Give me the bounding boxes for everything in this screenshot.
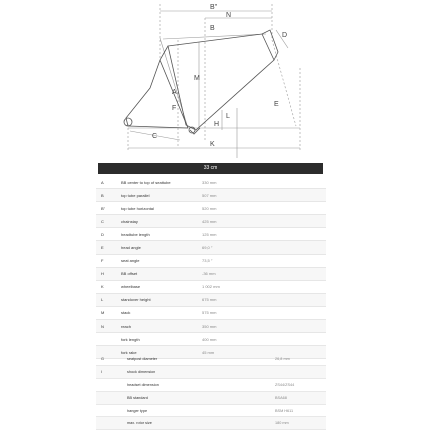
row-value: 575 mm xyxy=(202,310,217,316)
row-value: 1 002 mm xyxy=(202,284,220,290)
row-label: standover height xyxy=(121,297,151,303)
row-value: 45 mm xyxy=(202,349,215,355)
label-seattube: A xyxy=(172,89,177,96)
row-label: fork rake xyxy=(121,349,137,355)
row-value: 69,0 ° xyxy=(202,245,213,251)
row-label: headtube length xyxy=(121,231,150,237)
row-label: stack xyxy=(121,310,131,316)
row-code: L xyxy=(101,297,104,303)
frame-drawing xyxy=(0,0,430,158)
table-row xyxy=(96,241,326,254)
table-row xyxy=(96,417,326,430)
label-wheelbase: K xyxy=(210,141,215,148)
bike-geometry-diagram xyxy=(0,0,430,158)
row-value: 425 mm xyxy=(202,218,217,224)
row-label: BB center to top of seattube xyxy=(121,179,171,185)
row-label: fork length xyxy=(121,336,140,342)
row-label: wheelbase xyxy=(121,284,141,290)
table-row xyxy=(96,392,326,405)
table-row xyxy=(96,294,326,307)
row-label: top tube parallel xyxy=(121,192,150,198)
row-label: hanger type xyxy=(127,408,148,413)
row-code: F xyxy=(101,258,104,264)
row-label: BB standard xyxy=(127,395,148,400)
label-reach: N xyxy=(226,12,232,19)
row-label: BB offset xyxy=(121,271,138,277)
row-code: K xyxy=(101,284,104,290)
label-headtube-length: D xyxy=(282,32,288,39)
table-row xyxy=(96,215,326,228)
row-value: 73,5 ° xyxy=(202,258,213,264)
table-row xyxy=(96,189,326,202)
row-label: top tube horizontal xyxy=(121,205,154,211)
table-row xyxy=(96,405,326,418)
row-label: shock dimension xyxy=(127,369,156,374)
label-bb-offset: H xyxy=(214,121,220,128)
table-row xyxy=(96,320,326,333)
row-code: G xyxy=(101,356,104,361)
row-label: reach xyxy=(121,323,132,329)
table-row xyxy=(96,255,326,268)
size-header: 33 cm xyxy=(98,163,323,174)
row-code: H xyxy=(101,271,104,277)
label-seat-angle: F xyxy=(172,105,177,112)
table-row xyxy=(96,307,326,320)
row-value: 180 mm xyxy=(275,421,289,426)
table-row xyxy=(96,228,326,241)
row-label: seat angle xyxy=(121,258,140,264)
row-code: N xyxy=(101,323,104,329)
label-top-tube-parallel: B xyxy=(210,25,215,32)
row-value: 400 mm xyxy=(202,336,217,342)
row-value: 125 mm xyxy=(202,231,217,237)
row-value: 507 mm xyxy=(202,192,217,198)
table-row xyxy=(96,333,326,346)
row-code: B" xyxy=(101,205,106,211)
row-code: I xyxy=(101,369,103,374)
row-code: D xyxy=(101,231,104,237)
row-value: BSA68 xyxy=(275,395,287,400)
table-row xyxy=(96,353,326,366)
label-stack: M xyxy=(194,75,200,82)
row-value: 520 mm xyxy=(202,205,217,211)
row-code: M xyxy=(101,310,105,316)
table-row xyxy=(96,366,326,379)
table-row xyxy=(96,202,326,215)
geometry-table xyxy=(96,176,326,359)
table-row xyxy=(96,281,326,294)
row-value: 26,8 mm xyxy=(275,356,290,361)
row-label: head angle xyxy=(121,245,141,251)
row-code: C xyxy=(101,218,104,224)
row-code: E xyxy=(101,245,104,251)
row-value: ZS44/ZS44 xyxy=(275,382,295,387)
table-row xyxy=(96,268,326,281)
table-row xyxy=(96,379,326,392)
label-standover: L xyxy=(226,113,230,120)
label-chainstay: C xyxy=(152,133,158,140)
row-label: chainstay xyxy=(121,218,138,224)
table-row xyxy=(96,176,326,189)
row-value: 675 mm xyxy=(202,297,217,303)
row-value: 350 mm xyxy=(202,323,217,329)
label-head-angle: E xyxy=(274,101,279,108)
label-top-tube-horizontal: B" xyxy=(210,4,218,11)
row-code: A xyxy=(101,179,104,185)
row-value: 330 mm xyxy=(202,179,217,185)
row-value: -36 mm xyxy=(202,271,216,277)
row-label: max. rotor size xyxy=(127,421,152,426)
row-value: BSM H611 xyxy=(275,408,294,413)
row-label: seatpost diameter xyxy=(127,356,158,361)
row-label: headset dimension xyxy=(127,382,159,387)
row-code: B xyxy=(101,192,104,198)
component-table xyxy=(96,353,326,430)
